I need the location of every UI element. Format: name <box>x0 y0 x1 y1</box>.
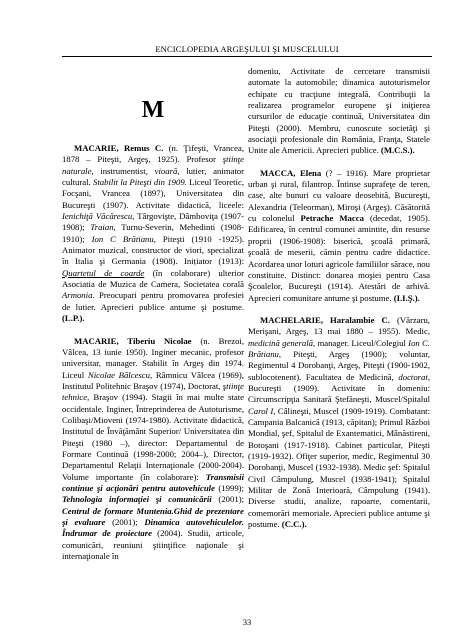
entry-signature: (C.C.). <box>281 519 307 530</box>
running-header: ENCICLOPEDIA ARGEŞULUI ŞI MUSCELULUI <box>155 44 339 54</box>
entry-signature: (M.C.S.). <box>380 145 415 156</box>
entry-name: MACCA, Elena <box>260 167 322 178</box>
entry-name: MACARIE, Tiberiu Nicolae <box>74 335 192 346</box>
entry-name: MACARIE, Remus C. <box>74 143 164 153</box>
page-number: 33 <box>242 617 252 627</box>
section-letter: M <box>141 97 165 123</box>
entry-signature: (I.I.Ş.). <box>393 292 420 303</box>
header-rule <box>62 56 432 57</box>
entry-machelarie: MACHELARIE, Haralambie C. (Vărzaru, Merişani, Argeş, 13 mai 1880 – 1955). Medic, medicină generală, manager. Liceul/Colegiul Ion C. Brătianu, Piteşti, Argeş (1900); voluntar, Regimentul 4 Dorobanţi, Argeş, Piteşti (1900-1902, sublocotenent). Facultatea de Medicină, doctorat, Bucureşti (1909). Activitate în domeniu: Circumscripţia Sanitară Ştefăneşti, Muscel/Spitalul Carol I, Câlineşti, Muscel (1909-1919). Combatant: Campania Balcanică (1913, căpitan); Primul Război Mondial, şef, Spitalul de Exantematici, Mânăstireni, Botoşani (1917-1918). Cabinet particular, Piteşti (1919-1932). Ofiţer superior, medic, Regimentul 30 Dorobanţi, Muscel (1932-1938). Medic şef: Spitalul Civil Câmpulung, Muscel (1938-1941); Spitalul Militar de Zonă Interioară, Câmpulung (1941). Diverse studii, analize, rapoarte, comentarii, comemorări memoriale. Aprecieri publice antume şi postume. (C.C.). <box>248 314 431 530</box>
entry-continuation: domeniu, Activitate de cercetare transmisii automate la automobile; dinamica autoturismelor echipate cu tracţiune integrală. Contribuţii la realizarea programelor europene şi iniţierea cursurilor de educaţie continuă, Universitatea din Piteşti (2000). Membru, cunoscute societăţi şi asociaţii profesionale din România, Franţa, Statele Unite ale Americii. Aprecieri publice. (M.C.S.). <box>248 66 430 156</box>
entry-macarie-tiberiu: MACARIE, Tiberiu Nicolae (n. Brezoi, Vâlcea, 13 iunie 1950). Inginer mecanic, profesor universitar, manager. Stabilit în Argeş din 1974. Liceul Nicolae Bălcescu, Râmnicu Vâlcea (1969), Institutul Politehnic Braşov (1974), Doctorat, ştiinţe tehnice, Braşov (1994). Stagii în mai multe state occidentale. Inginer, Întreprinderea de Autoturisme, Colibaşi/Mioveni (1974-1980). Activitate didactică, Institutul de Învăţământ Superior/ Universitatea din Piteşti (1980 –), director: Departamentul de Formare Continuă (1998-2000; 2004–), Director, Departamentul Relaţii Internaţionale (2000-2004). Volume importante (în colaborare): Transmisii continue şi acţionări pentru autovehicule (1999); Tehnologia informaţiei şi comunicării (2001); Centrul de formare Munteniа.Ghid de prezentare şi evaluare (2001); Dinamica autovehiculelor. Îndrumar de proiectare (2004). Studii, articole, comunicări, reuniuni ştiinţifice naţionale şi internaţionale în <box>62 335 245 562</box>
left-column <box>62 66 244 562</box>
right-column <box>248 66 430 530</box>
entry-signature: (L.P.). <box>62 313 85 324</box>
entry-macarie-remus: MACARIE, Remus C. (n. Ţifeşti, Vrancea, 1878 – Piteşti, Argeş, 1925). Profesor ştiinţe naturale, instrumentist, vioară, lutier, animator cultural. Stabilit la Piteşti din 1909. Liceul Teoretic, Focşani, Vrancea (1897), Universitatea din Bucureşti (1907). Activitate didactică, liceele: Ienichiţă Văcărescu, Târgovişte, Dâmboviţa (1907-1908); Traian, Turnu-Severin, Mehedinti (1908-1910); Ion C Brătianu, Piteşti (1910 -1925). Animator muzical, constructor de viori, specializat în Italia şi Germania (1908). Inițiator (1913): Quartetul de coarde (în colaborare) ulterior Asociatia de Muzica de Camera, Societatea corală Armonia. Preocupari pentru promovarea profesiei de lutier. Aprecieri publice antume şi postume. (L.P.). <box>62 143 245 324</box>
entry-name: MACHELARIE, Haralambie C. <box>260 314 390 325</box>
entry-macca-elena: MACCA, Elena (? – 1916). Mare proprietar urban şi rural, filantrop. Întinse suprafeţe de teren, case, alte bunuri cu valoare deosebită, Bucureşti, Alexandria (Teleorman), Miroşi (Argeş). Căsătorită cu colonelul Petrache Macca (decedat, 1905). Edificarea, în centrul comunei amintite, din resurse proprii (1906-1908): biserică, şcoală primară, şcoală de meserii, cămin pentru cadre didactice. Acordarea unor loturi agricole familiilor sărace, nou constituite. Distinct: donarea moşiei pentru Casa Şcoalelor, Bucureşti (1914). Atestări de arhivă. Aprecieri comunitare antume şi postume. (I.I.Ş.). <box>248 167 430 303</box>
